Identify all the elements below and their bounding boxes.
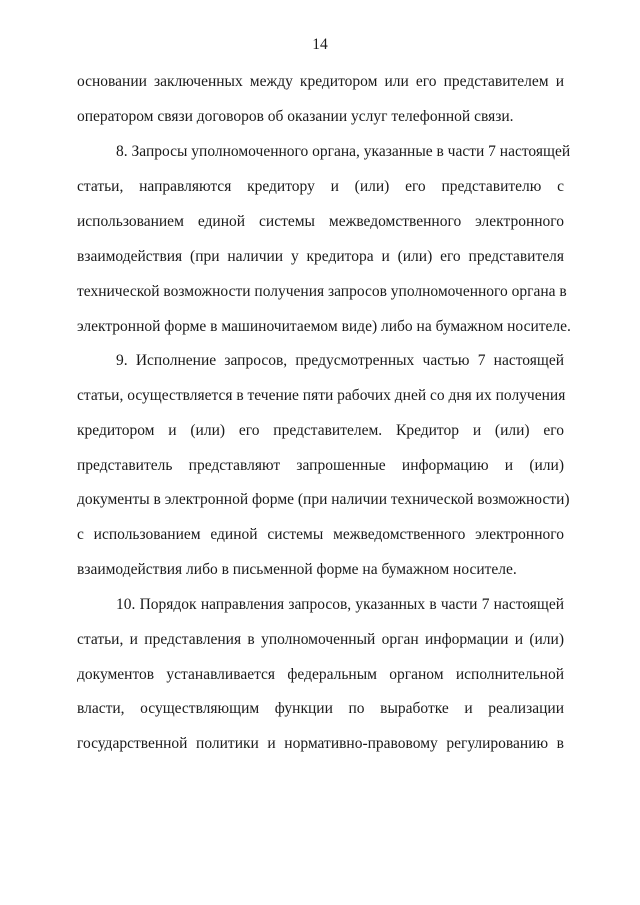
text-line: взаимодействия (при наличии у кредитора и (или) его представителя [77,248,564,265]
text-line: оператором связи договоров об оказании услуг телефонной связи. [77,108,514,125]
text-line: статьи, осуществляется в течение пяти рабочих дней со дня их получения [77,387,566,404]
text-line: документы в электронной форме (при наличии технической возможности) [77,491,570,508]
text-line: технической возможности получения запросов уполномоченного органа в [77,283,567,300]
page-number: 14 [312,36,328,53]
text-line: власти, осуществляющим функции по выработке и реализации [77,700,564,717]
text-line: представитель представляют запрошенные информацию и (или) [77,457,564,474]
text-line: документов устанавливается федеральным органом исполнительной [77,666,564,683]
text-line: основании заключенных между кредитором или его представителем и [77,73,564,90]
text-line: статьи, и представления в уполномоченный орган информации и (или) [77,631,564,648]
text-line: государственной политики и нормативно-правовому регулированию в [77,735,564,752]
text-line: использованием единой системы межведомственного электронного [77,213,564,230]
paragraph-first-line: 8. Запросы уполномоченного органа, указанные в части 7 настоящей [116,143,571,160]
paragraph-first-line: 9. Исполнение запросов, предусмотренных частью 7 настоящей [116,352,564,369]
text-line: кредитором и (или) его представителем. Кредитор и (или) его [77,422,564,439]
text-line: электронной форме в машиночитаемом виде) либо на бумажном носителе. [77,318,571,335]
paragraph-first-line: 10. Порядок направления запросов, указанных в части 7 настоящей [116,596,564,613]
text-line: с использованием единой системы межведомственного электронного [77,526,564,543]
text-line: взаимодействия либо в письменной форме на бумажном носителе. [77,561,517,578]
text-line: статьи, направляются кредитору и (или) его представителю с [77,178,564,195]
